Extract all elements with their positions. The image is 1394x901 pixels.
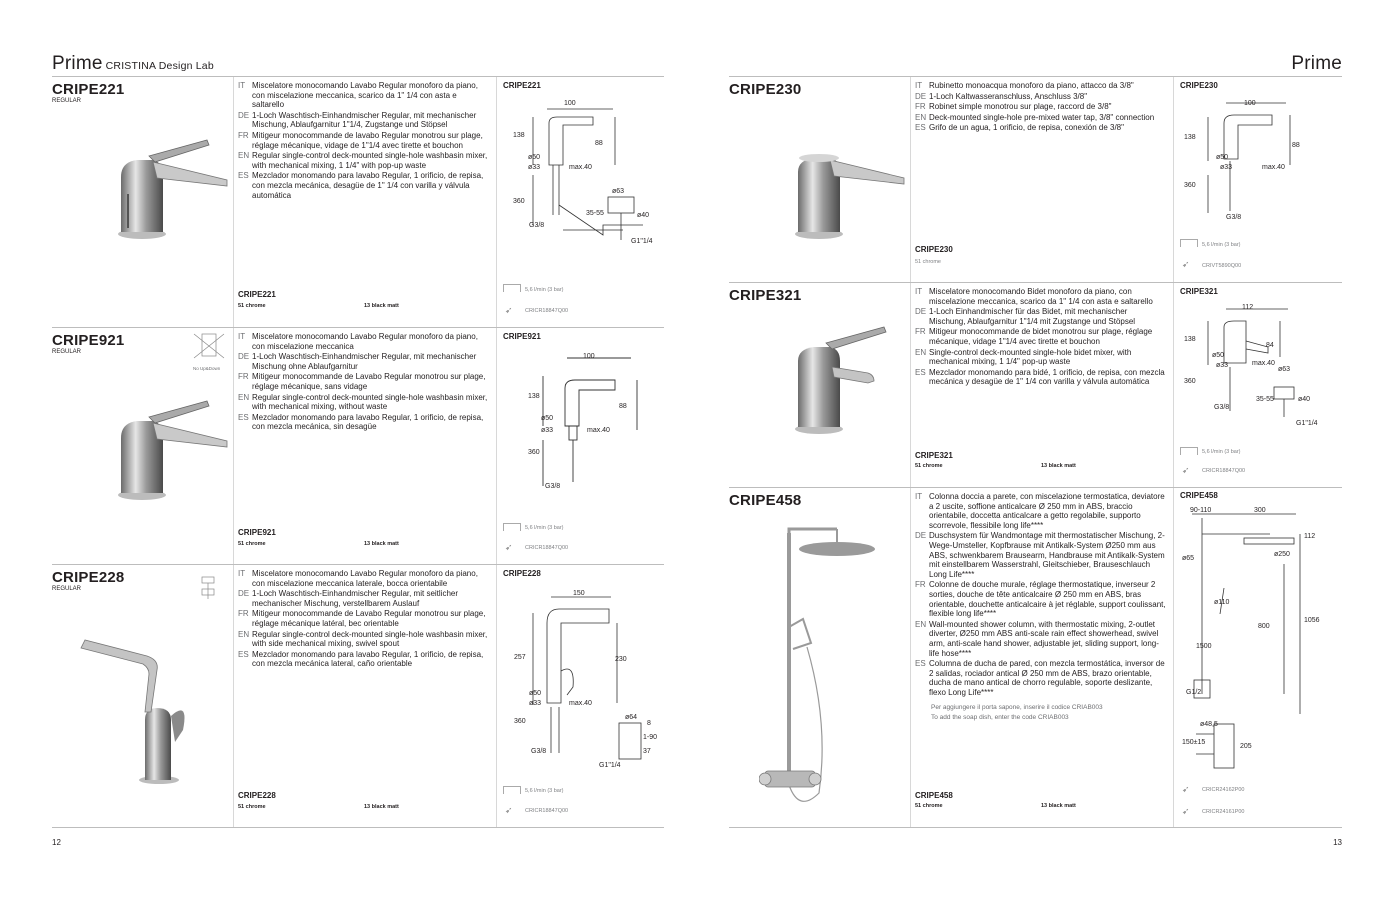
svg-text:max.40: max.40 <box>1262 164 1285 171</box>
product-subtitle: REGULAR <box>52 349 82 355</box>
drawing-title: CRIPE458 <box>1180 491 1218 500</box>
accessory-code: CRICR18847Q00 <box>525 808 569 814</box>
svg-text:ø50: ø50 <box>529 690 542 697</box>
finish-code: CRIPE221 <box>238 290 276 299</box>
column-divider <box>910 283 911 487</box>
drawing-title: CRIPE228 <box>503 569 541 578</box>
svg-text:138: 138 <box>1184 134 1196 141</box>
series-header: Prime <box>1291 53 1342 74</box>
svg-text:138: 138 <box>528 393 540 400</box>
product-code: CRIPE458 <box>729 492 802 509</box>
footer-rule <box>729 827 1342 828</box>
technical-drawing <box>1180 95 1340 225</box>
svg-text:360: 360 <box>528 449 540 456</box>
svg-text:1056: 1056 <box>1304 617 1320 624</box>
accessory-code: CRICR18847Q00 <box>525 545 569 551</box>
svg-text:max.40: max.40 <box>569 700 592 707</box>
svg-text:ø50: ø50 <box>541 415 554 422</box>
svg-text:ø33: ø33 <box>1216 362 1229 369</box>
svg-text:G3/8: G3/8 <box>545 483 561 490</box>
flow-rate: 5,6 l/min (3 bar) <box>525 788 564 794</box>
cartridge-icon: ➹ <box>505 805 513 815</box>
column-divider <box>910 77 911 282</box>
svg-text:max.40: max.40 <box>1252 360 1275 367</box>
svg-text:ø110: ø110 <box>1214 599 1230 606</box>
dim-label: 112 <box>1242 304 1254 311</box>
product-subtitle: REGULAR <box>52 586 82 592</box>
column-divider <box>233 77 234 327</box>
svg-text:257: 257 <box>514 654 526 661</box>
finish-black-matt: 13 black matt <box>364 303 399 309</box>
svg-text:ø63: ø63 <box>612 188 625 195</box>
svg-text:ø50: ø50 <box>528 154 541 161</box>
product-block-cripe221 <box>52 77 664 327</box>
flow-rate-icon <box>1180 239 1198 247</box>
finish-chrome: 51 chrome <box>238 541 266 547</box>
product-block-cripe228 <box>52 565 664 827</box>
soap-dish-note: Per aggiungere il porta sapone, inserire il codice CRIAB003 To add the soap dish, enter the code CRIAB003 <box>931 704 1103 721</box>
column-divider <box>1173 283 1174 487</box>
drawing-title: CRIPE230 <box>1180 81 1218 90</box>
finish-chrome: 51 chrome <box>238 303 266 309</box>
accessory-code: CRIVT5890Q00 <box>1202 263 1242 269</box>
svg-text:84: 84 <box>1266 342 1274 349</box>
description-list: IT Miscelatore monocomando Bidet monoforo da piano, con miscelazione meccanica, scarico da 1" 1/4 con asta e saltarello DE 1-Loch Einhandmischer für das Bidet, mit mechanischer Mischung, Ablaufgarnitur 1"1/4 mit Zugstange und Stöpsel FR Mitigeur monocommande de bidet monotrou sur plage, réglage mécanique, vidage 1"1/4 avec tirette et bouchon EN Single-control deck-mounted single-hole bidet mixer, with mechanical mixing, 1 1/4" pop-up waste ES Mezclador monomando para bidé, 1 orificio, de repisa, con mezcla mecánica y desagüe de 1" 1/4 con varilla y válvula automática <box>915 287 1165 387</box>
svg-text:88: 88 <box>1292 142 1300 149</box>
svg-text:ø50: ø50 <box>1216 154 1229 161</box>
svg-text:1500: 1500 <box>1196 643 1212 650</box>
column-divider <box>233 328 234 564</box>
cartridge-icon: ➹ <box>1182 465 1190 475</box>
dim-label: 150 <box>573 590 585 597</box>
technical-drawing <box>503 95 663 265</box>
accessory-code: CRICR18847Q00 <box>1202 468 1246 474</box>
svg-text:G3/8: G3/8 <box>1226 214 1242 221</box>
svg-text:ø33: ø33 <box>528 164 541 171</box>
svg-text:ø40: ø40 <box>637 212 650 219</box>
footer-rule <box>52 827 664 828</box>
flow-rate-icon <box>503 284 521 292</box>
svg-text:G1/2: G1/2 <box>1186 689 1202 696</box>
accessory-code: CRICR24162P00 <box>1202 787 1245 793</box>
flow-rate-icon <box>503 786 521 794</box>
svg-text:G3/8: G3/8 <box>531 748 547 755</box>
technical-drawing <box>1180 301 1340 431</box>
dim-label: 100 <box>564 100 576 107</box>
finish-code: CRIPE921 <box>238 528 276 537</box>
svg-text:G1"1/4: G1"1/4 <box>631 238 653 245</box>
svg-text:ø65: ø65 <box>1182 555 1195 562</box>
product-code: CRIPE228 <box>52 569 125 586</box>
product-subtitle: REGULAR <box>52 98 82 104</box>
left-page <box>52 0 664 901</box>
cartridge-icon: ➹ <box>1182 259 1190 269</box>
dim-label: 90-110 <box>1190 507 1212 514</box>
flow-rate: 5,6 l/min (3 bar) <box>1202 449 1241 455</box>
svg-text:ø50: ø50 <box>1212 352 1225 359</box>
svg-text:ø33: ø33 <box>1220 164 1233 171</box>
svg-text:360: 360 <box>1184 182 1196 189</box>
svg-text:ø48,5: ø48,5 <box>1200 721 1218 728</box>
svg-text:8: 8 <box>647 720 651 727</box>
product-code: CRIPE321 <box>729 287 802 304</box>
finish-black-matt: 13 black matt <box>1041 803 1076 809</box>
finish-chrome: 51 chrome <box>915 259 941 265</box>
column-divider <box>496 328 497 564</box>
finish-chrome: 51 chrome <box>915 803 943 809</box>
finish-black-matt: 13 black matt <box>1041 463 1076 469</box>
svg-text:230: 230 <box>615 656 627 663</box>
column-divider <box>233 565 234 827</box>
finish-chrome: 51 chrome <box>915 463 943 469</box>
waste-icon <box>188 575 228 605</box>
faucet-photo <box>97 122 237 252</box>
svg-text:ø64: ø64 <box>625 714 638 721</box>
flow-rate-icon <box>503 523 521 531</box>
no-waste-label: No Up&Down <box>193 366 221 371</box>
svg-text:max.40: max.40 <box>569 164 592 171</box>
cartridge-icon: ➹ <box>505 305 513 315</box>
svg-text:max.40: max.40 <box>587 427 610 434</box>
product-code: CRIPE221 <box>52 81 125 98</box>
product-block-cripe321 <box>729 283 1342 487</box>
flow-rate-icon <box>1180 447 1198 455</box>
product-code: CRIPE921 <box>52 332 125 349</box>
cartridge-icon: ➹ <box>505 542 513 552</box>
faucet-photo <box>77 630 237 790</box>
column-divider <box>496 77 497 327</box>
series-header: Prime CRISTINA Design Lab <box>52 53 214 74</box>
shower-photo <box>759 523 909 818</box>
svg-text:138: 138 <box>513 132 525 139</box>
svg-text:ø250: ø250 <box>1274 551 1290 558</box>
svg-text:37: 37 <box>643 748 651 755</box>
product-code: CRIPE230 <box>729 81 802 98</box>
column-divider <box>1173 488 1174 827</box>
svg-text:G3/8: G3/8 <box>529 222 545 229</box>
faucet-photo <box>774 122 914 252</box>
svg-text:G1"1/4: G1"1/4 <box>599 762 621 769</box>
svg-text:35-55: 35-55 <box>586 210 604 217</box>
description-list: IT Miscelatore monocomando Lavabo Regular monoforo da piano, con miscelazione meccanica laterale, bocca orientabile DE 1-Loch Waschtisch-Einhandmischer Regular, mit seitlicher mechanischer Mischung, verstellbarem Auslauf FR Mitigeur monocommande de Lavabo Regular monotrou sur plage, réglage mécanique latéral, bec orientable EN Regular single-control deck-mounted single-hole washbasin mixer, with side mechanical mixing, swivel spout ES Mezclador monomando para lavabo Regular, 1 orificio, de repisa, con mezcla mecánica lateral, caño orientable <box>238 569 488 669</box>
flow-rate: 5,6 l/min (3 bar) <box>525 525 564 531</box>
column-divider <box>1173 77 1174 282</box>
technical-drawing <box>503 583 663 773</box>
faucet-photo <box>97 383 237 513</box>
flow-rate: 5,6 l/min (3 bar) <box>525 287 564 293</box>
svg-text:35-55: 35-55 <box>1256 396 1274 403</box>
flow-rate: 5,6 l/min (3 bar) <box>1202 242 1241 248</box>
technical-drawing <box>1180 504 1340 774</box>
svg-text:360: 360 <box>513 198 525 205</box>
svg-text:360: 360 <box>1184 378 1196 385</box>
svg-text:ø33: ø33 <box>529 700 542 707</box>
svg-text:88: 88 <box>595 140 603 147</box>
column-divider <box>910 488 911 827</box>
dim-label: 100 <box>1244 100 1256 107</box>
description-list: IT Miscelatore monocomando Lavabo Regular monoforo da piano, con miscelazione meccanica, scarico da 1" 1/4 con asta e saltarello DE 1-Loch Waschtisch-Einhandmischer Regular, mit mechanischer Mischung, Ablaufgarnitur 1"1/4, Zugstange und Stöpsel FR Mitigeur monocommande de lavabo Regular monotrou sur plage, réglage mécanique, vidage de 1"1/4 avec tirette et bouchon EN Regular single-control deck-mounted single-hole washbasin mixer, with mechanical mixing, 1 1/4" with pop-up waste ES Mezclador monomando para lavabo Regular, 1 orificio, de repisa, con mezcla mecánica, desagüe de 1" 1/4 con varilla y válvula automática <box>238 81 488 200</box>
svg-text:G1"1/4: G1"1/4 <box>1296 420 1318 427</box>
svg-text:1-90: 1-90 <box>643 734 658 741</box>
drawing-title: CRIPE321 <box>1180 287 1218 296</box>
page-number: 13 <box>1333 838 1342 847</box>
finish-code: CRIPE458 <box>915 791 953 800</box>
svg-text:360: 360 <box>514 718 526 725</box>
right-page <box>729 0 1342 901</box>
svg-text:300: 300 <box>1254 507 1266 514</box>
drawing-title: CRIPE921 <box>503 332 541 341</box>
svg-text:ø33: ø33 <box>541 427 554 434</box>
finish-code: CRIPE321 <box>915 451 953 460</box>
description-list: IT Colonna doccia a parete, con miscelazione termostatica, deviatore a 2 uscite, soffione anticalcare Ø 250 mm in ABS, braccio orientabile, doccetta anticalcare a getto regolabile, supporto scorrevole, flessibile long life**** DE Duschsystem für Wandmontage mit thermostatischer Mischung, 2-Wege-Umsteller, Kopfbrause mit Antikalk-System Ø250 mm aus ABS, schwenkbarem Brausearm, Handbrause mit Antikalk-System mit einstellbarem Wasserstrahl, Gleitschieber, Brauseschlauch Long Life**** FR Colonne de douche murale, réglage thermostatique, inverseur 2 sorties, douche de tête anticalcaire Ø 250 mm en ABS, bras orientable, douchette anticalcaire à jet réglable, support coulissant, flexible long life**** EN Wall-mounted shower column, with thermostatic mixing, 2-outlet diverter, Ø250 mm ABS anti-scale rain effect showerhead, swivel arm, anti-scale hand shower, adjustable jet, sliding support, long-life hose**** ES Columna de ducha de pared, con mezcla termostática, inversor de 2 salidas, rociador antical Ø 250 mm de ABS, brazo orientable, ducha de mano antical de chorro regulable, soporte deslizante, flexo Long Life**** <box>915 492 1166 697</box>
finish-black-matt: 13 black matt <box>364 804 399 810</box>
column-divider <box>496 565 497 827</box>
description-list: IT Rubinetto monoacqua monoforo da piano, attacco da 3/8" DE 1-Loch Kaltwasseranschluss, Anschluss 3/8" FR Robinet simple monotrou sur plage, raccord de 3/8" EN Deck-mounted single-hole pre-mixed water tap, 3/8" connection ES Grifo de un agua, 1 orificio, de repisa, conexión de 3/8" <box>915 81 1155 133</box>
svg-text:800: 800 <box>1258 623 1270 630</box>
finish-code: CRIPE230 <box>915 245 953 254</box>
product-block-cripe921 <box>52 328 664 564</box>
svg-text:ø40: ø40 <box>1298 396 1311 403</box>
description-list: IT Miscelatore monocomando Lavabo Regular monoforo da piano, con miscelazione meccanica DE 1-Loch Waschtisch-Einhandmischer Regular, mit mechanischer Mischung ohne Ablaufgarnitur FR Mitigeur monocommande de Lavabo Regular monotrou sur plage, réglage mécanique, sans vidage EN Regular single-control deck-mounted single-hole washbasin mixer, with mechanical mixing, without waste ES Mezclador monomando para lavabo Regular, 1 orificio, de repisa, con mezcla mecánica, sin desagüe <box>238 332 488 432</box>
svg-text:G3/8: G3/8 <box>1214 404 1230 411</box>
svg-text:205: 205 <box>1240 743 1252 750</box>
accessory-code: CRICR24161P00 <box>1202 809 1245 815</box>
technical-drawing <box>503 346 663 496</box>
svg-text:150±15: 150±15 <box>1182 739 1206 746</box>
finish-chrome: 51 chrome <box>238 804 266 810</box>
svg-text:112: 112 <box>1304 533 1316 540</box>
svg-text:88: 88 <box>619 403 627 410</box>
finish-code: CRIPE228 <box>238 791 276 800</box>
finish-black-matt: 13 black matt <box>364 541 399 547</box>
dim-label: 100 <box>583 353 595 360</box>
hand-shower-icon: ➹ <box>1182 806 1190 816</box>
hose-icon: ➹ <box>1182 784 1190 794</box>
svg-text:138: 138 <box>1184 336 1196 343</box>
product-block-cripe230 <box>729 77 1342 282</box>
accessory-code: CRICR18847Q00 <box>525 308 569 314</box>
page-number: 12 <box>52 838 61 847</box>
product-block-cripe458 <box>729 488 1342 827</box>
drawing-title: CRIPE221 <box>503 81 541 90</box>
svg-text:ø63: ø63 <box>1278 366 1291 373</box>
faucet-photo <box>774 311 914 441</box>
